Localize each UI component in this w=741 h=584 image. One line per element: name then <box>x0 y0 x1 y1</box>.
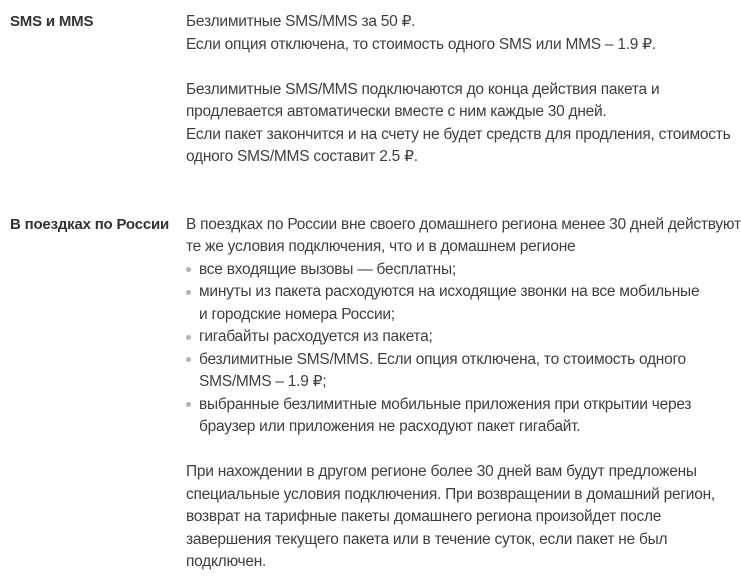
list-item <box>186 394 733 439</box>
paragraph-travel-long-stay <box>186 461 733 574</box>
text-line: выбранные безлимитные мобильные приложения при открытии через <box>199 395 692 413</box>
text-line: браузер или приложения не расходуют пакет гигабайт. <box>199 418 581 435</box>
paragraph-travel-intro <box>186 214 741 259</box>
text-line: гигабайты расходуется из пакета; <box>199 328 433 345</box>
section-title-sms-mms: SMS и MMS <box>10 13 94 30</box>
bullet-icon <box>186 267 191 272</box>
list-item <box>186 281 733 326</box>
section-travel-russia <box>10 214 741 574</box>
paragraph-sms-price <box>186 11 733 56</box>
text-line: минуты из пакета расходуются на исходящие звонки на все мобильные <box>199 283 700 300</box>
travel-conditions-list <box>186 259 733 439</box>
text-line: SMS/MMS – 1.9 ₽; <box>199 373 327 390</box>
section-content <box>186 11 733 169</box>
text-line: те же условия подключения, что и в домашнем регионе <box>186 238 576 255</box>
list-item <box>186 349 733 394</box>
section-sms-mms <box>10 11 733 169</box>
text-line: возврат на тарифные пакеты домашнего региона произойдет после <box>186 508 662 525</box>
text-line: Безлимитные SMS/MMS за 50 ₽. <box>186 13 416 30</box>
text-line: Если пакет закончится и на счету не будет средств для продления, стоимость <box>186 125 731 143</box>
text-line: Безлимитные SMS/MMS подключаются до конца действия пакета и <box>186 80 660 98</box>
text-line: безлимитные SMS/MMS. Если опция отключена, то стоимость одного <box>199 350 686 368</box>
section-title-travel-russia: В поездках по России <box>10 215 170 233</box>
text-line: Если опция отключена, то стоимость одного SMS или MMS – 1.9 ₽. <box>186 35 656 53</box>
bullet-icon <box>186 402 191 407</box>
text-line: все входящие вызовы — бесплатны; <box>199 260 456 278</box>
section-label-column <box>10 11 186 34</box>
text-line: и городские номера России; <box>199 305 395 323</box>
section-label-column <box>10 214 186 237</box>
text-line: специальные условия подключения. При возвращении в домашний регион, <box>186 485 715 503</box>
text-line: подключен. <box>186 553 267 570</box>
paragraph-sms-renewal <box>186 79 733 169</box>
bullet-icon <box>186 290 191 295</box>
bullet-icon <box>186 335 191 340</box>
text-line: продлевается автоматически вместе с ним каждые 30 дней. <box>186 103 607 120</box>
text-line: В поездках по России вне своего домашнего региона менее 30 дней действуют <box>186 215 741 233</box>
list-item <box>186 326 733 349</box>
text-line: При нахождении в другом регионе более 30 дней вам будут предложены <box>186 463 697 480</box>
text-line: завершения текущего пакета или в течение суток, если пакет не был <box>186 530 668 548</box>
section-content <box>186 214 741 574</box>
list-item <box>186 259 733 282</box>
bullet-icon <box>186 357 191 362</box>
text-line: одного SMS/MMS составит 2.5 ₽. <box>186 148 418 165</box>
